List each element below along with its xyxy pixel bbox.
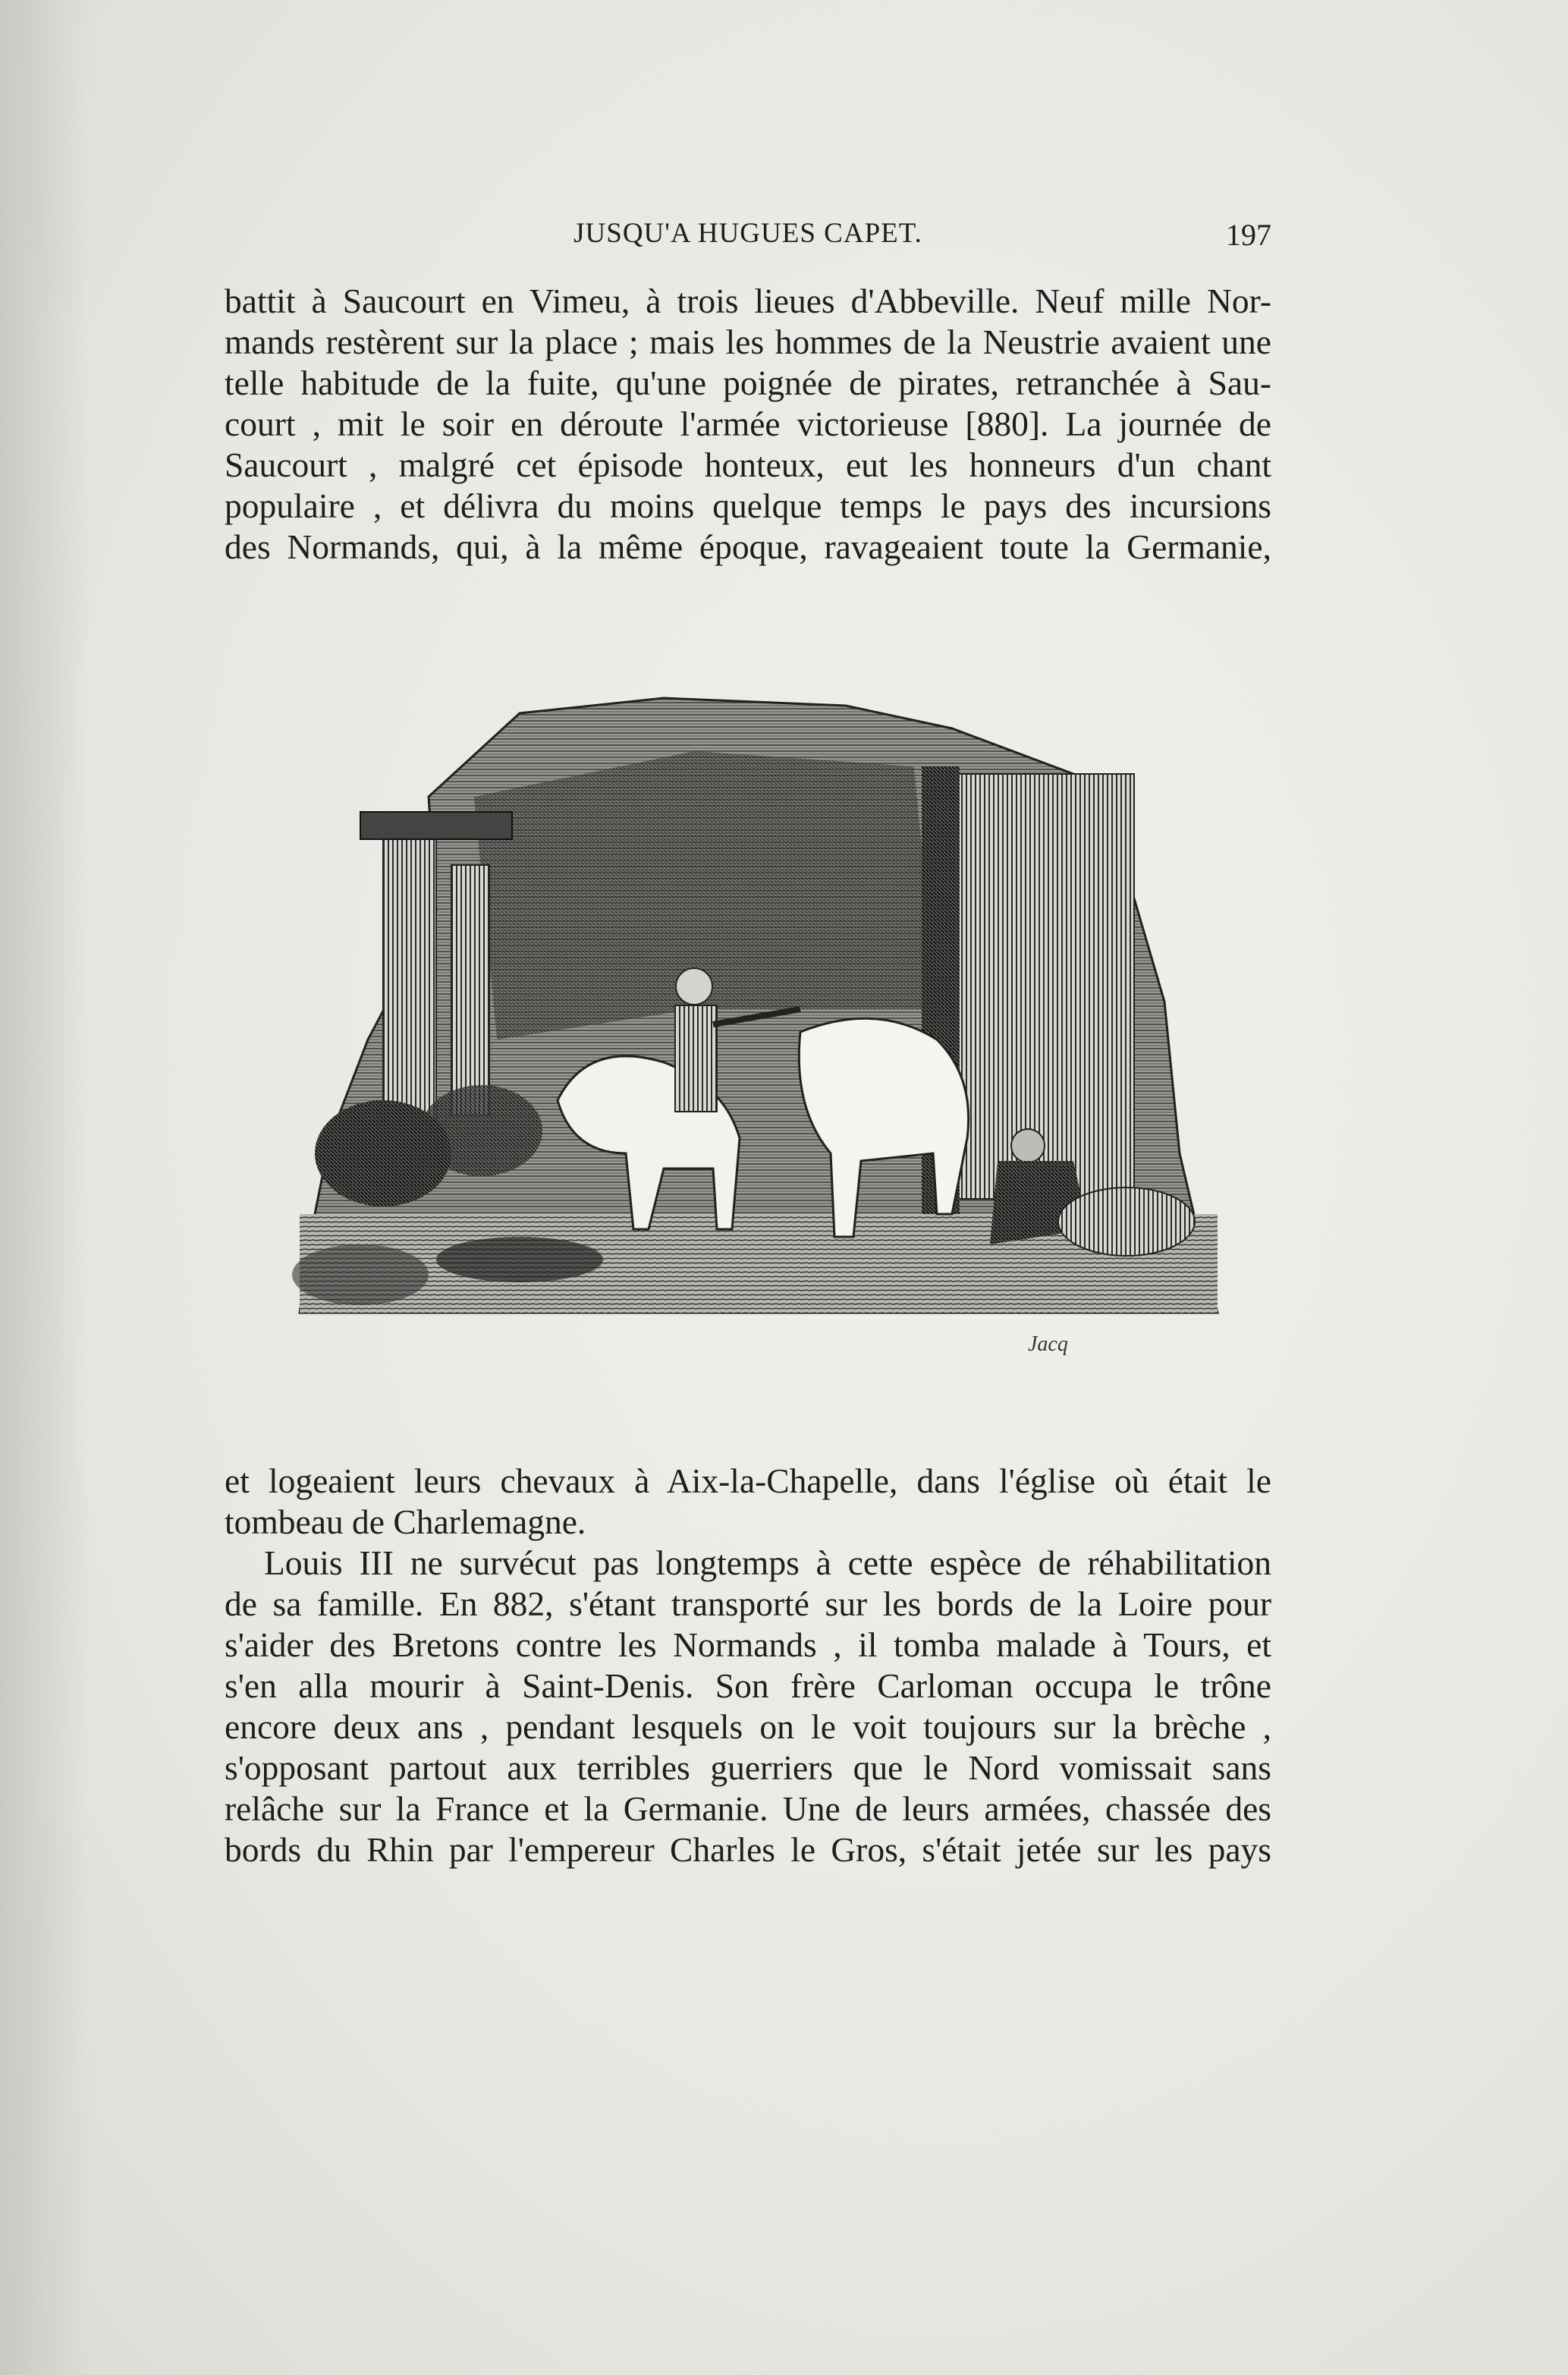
text-line: tombeau de Charlemagne. [225,1502,586,1541]
running-title: JUSQU'A HUGUES CAPET. [573,218,922,249]
text-line: s'opposant partout aux terribles guerriers que le Nord vomissait sans [225,1748,1271,1787]
text-line: s'en alla mourir à Saint-Denis. Son frère Carloman occupa le trône [225,1666,1271,1705]
paragraph-top [225,281,1271,568]
text-line: et logeaient leurs chevaux à Aix-la-Chapelle, dans l'église où était le [225,1461,1271,1500]
engraver-signature: Jacq [1028,1332,1068,1356]
engraving-illustration [269,683,1233,1366]
page-number: 197 [1226,218,1271,252]
text-line: de sa famille. En 882, s'étant transporté sur les bords de la Loire pour [225,1584,1271,1623]
text-line: Louis III ne survécut pas longtemps à cette espèce de réhabilitation [264,1543,1271,1582]
text-line: court , mit le soir en déroute l'armée victorieuse [880]. La journée de [225,404,1271,443]
text-line: des Normands, qui, à la même époque, ravageaient toute la Germanie, [225,527,1271,566]
text-line: s'aider des Bretons contre les Normands , il tomba malade à Tours, et [225,1625,1271,1664]
text-line: bords du Rhin par l'empereur Charles le Gros, s'était jetée sur les pays [225,1830,1271,1869]
text-line: mands restèrent sur la place ; mais les hommes de la Neustrie avaient une [225,322,1271,361]
text-line: battit à Saucourt en Vimeu, à trois lieues d'Abbeville. Neuf mille Nor- [225,282,1271,320]
paragraph-bottom [225,1461,1271,1870]
running-head [225,214,1271,252]
text-line: telle habitude de la fuite, qu'une poignée de pirates, retranchée à Sau- [225,363,1271,402]
text-line: encore deux ans , pendant lesquels on le voit toujours sur la brèche , [225,1707,1271,1746]
text-line: Saucourt , malgré cet épisode honteux, eut les honneurs d'un chant [225,445,1271,484]
text-line: relâche sur la France et la Germanie. Une de leurs armées, chassée des [225,1789,1271,1828]
text-line: populaire , et délivra du moins quelque temps le pays des incursions [225,486,1271,525]
